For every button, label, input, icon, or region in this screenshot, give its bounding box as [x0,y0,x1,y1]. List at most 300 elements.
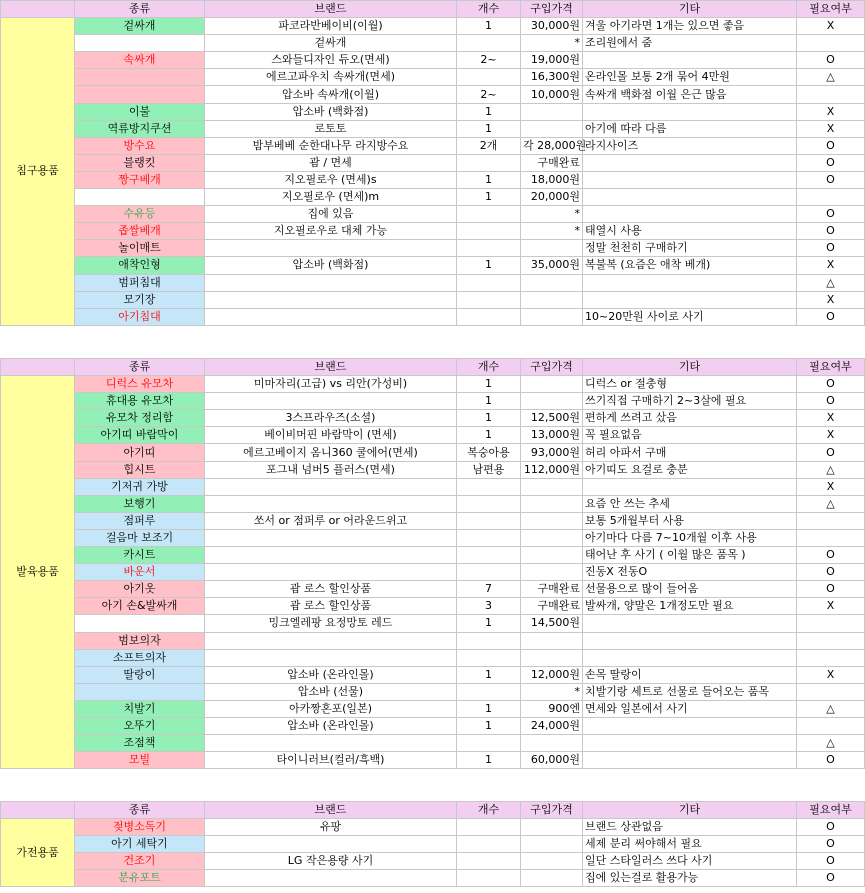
count-cell[interactable] [457,735,521,752]
count-cell[interactable]: 2개 [457,137,521,154]
count-cell[interactable]: 1 [457,189,521,206]
type-cell[interactable]: 방수요 [75,137,205,154]
header-type[interactable]: 종류 [75,359,205,376]
price-cell[interactable] [521,393,583,410]
other-cell[interactable]: 보통 5개월부터 사용 [583,512,797,529]
brand-cell[interactable]: 압소바 (백화점) [205,257,457,274]
header-price[interactable]: 구입가격 [521,1,583,18]
count-cell[interactable]: 1 [457,717,521,734]
type-cell[interactable] [75,189,205,206]
brand-cell[interactable] [205,632,457,649]
header-brand[interactable]: 브랜드 [205,1,457,18]
price-cell[interactable] [521,819,583,836]
other-cell[interactable] [583,274,797,291]
type-cell[interactable] [75,86,205,103]
need-cell[interactable]: △ [797,735,865,752]
other-cell[interactable]: 요즘 안 쓰는 추세 [583,495,797,512]
need-cell[interactable] [797,86,865,103]
need-cell[interactable]: X [797,478,865,495]
category-cell[interactable]: 침구용품 [1,18,75,326]
other-cell[interactable] [583,171,797,188]
count-cell[interactable]: 1 [457,666,521,683]
other-cell[interactable]: 집에 있는걸로 활용가능 [583,870,797,887]
need-cell[interactable]: X [797,427,865,444]
type-cell[interactable]: 모빌 [75,752,205,769]
other-cell[interactable] [583,189,797,206]
type-cell[interactable] [75,615,205,632]
need-cell[interactable]: O [797,547,865,564]
brand-cell[interactable]: 파코라반베이비(이월) [205,18,457,35]
count-cell[interactable] [457,291,521,308]
price-cell[interactable]: * [521,223,583,240]
other-cell[interactable] [583,632,797,649]
price-cell[interactable] [521,495,583,512]
price-cell[interactable]: 112,000원 [521,461,583,478]
brand-cell[interactable]: 에르고파우치 속싸개(면세) [205,69,457,86]
brand-cell[interactable]: LG 작은용량 사기 [205,853,457,870]
type-cell[interactable]: 좁쌀베개 [75,223,205,240]
other-cell[interactable]: 편하게 쓰려고 샀음 [583,410,797,427]
need-cell[interactable]: O [797,308,865,325]
brand-cell[interactable]: 에르고베이지 옴니360 쿨에어(면세) [205,444,457,461]
price-cell[interactable]: 구매완료 [521,154,583,171]
type-cell[interactable]: 겉싸개 [75,18,205,35]
other-cell[interactable]: 태열시 사용 [583,223,797,240]
category-cell[interactable]: 발육용품 [1,376,75,769]
type-cell[interactable]: 속싸개 [75,52,205,69]
price-cell[interactable] [521,103,583,120]
count-cell[interactable]: 복숭아용 [457,444,521,461]
brand-cell[interactable]: 미마자리(고급) vs 리안(가성비) [205,376,457,393]
table-row [1,137,865,154]
price-cell[interactable] [521,853,583,870]
count-cell[interactable] [457,495,521,512]
brand-cell[interactable]: 지오필로우 (면세)s [205,171,457,188]
brand-cell[interactable]: 겉싸개 [205,35,457,52]
need-cell[interactable] [797,512,865,529]
brand-cell[interactable] [205,274,457,291]
price-cell[interactable] [521,120,583,137]
brand-cell[interactable]: 집에 있음 [205,206,457,223]
need-cell[interactable] [797,632,865,649]
type-cell[interactable]: 분유포트 [75,870,205,887]
need-cell[interactable]: O [797,393,865,410]
count-cell[interactable] [457,478,521,495]
need-cell[interactable] [797,615,865,632]
type-cell[interactable]: 아기띠 바람막이 [75,427,205,444]
type-cell[interactable] [75,35,205,52]
price-cell[interactable] [521,512,583,529]
count-cell[interactable] [457,223,521,240]
need-cell[interactable]: △ [797,274,865,291]
price-cell[interactable]: 60,000원 [521,752,583,769]
price-cell[interactable]: * [521,206,583,223]
count-cell[interactable]: 1 [457,427,521,444]
brand-cell[interactable]: 지오필로우 (면세)m [205,189,457,206]
price-cell[interactable]: 구매완료 [521,581,583,598]
price-cell[interactable] [521,649,583,666]
brand-cell[interactable]: 쏘서 or 점퍼루 or 어라운드위고 [205,512,457,529]
price-cell[interactable] [521,632,583,649]
other-cell[interactable] [583,291,797,308]
price-cell[interactable] [521,308,583,325]
brand-cell[interactable]: 유팡 [205,819,457,836]
price-cell[interactable]: 12,500원 [521,410,583,427]
type-cell[interactable]: 아기 세탁기 [75,836,205,853]
other-cell[interactable] [583,615,797,632]
header-need[interactable]: 필요여부 [797,802,865,819]
need-cell[interactable]: O [797,376,865,393]
price-cell[interactable] [521,529,583,546]
type-cell[interactable]: 조점책 [75,735,205,752]
count-cell[interactable] [457,308,521,325]
need-cell[interactable]: O [797,752,865,769]
need-cell[interactable]: X [797,257,865,274]
other-cell[interactable]: 디럭스 or 절충형 [583,376,797,393]
need-cell[interactable]: O [797,171,865,188]
count-cell[interactable]: 2~ [457,86,521,103]
other-cell[interactable]: 선물용으로 많이 들어옴 [583,581,797,598]
count-cell[interactable]: 1 [457,376,521,393]
type-cell[interactable] [75,69,205,86]
count-cell[interactable] [457,154,521,171]
type-cell[interactable]: 딸랑이 [75,666,205,683]
price-cell[interactable] [521,291,583,308]
other-cell[interactable] [583,52,797,69]
price-cell[interactable] [521,376,583,393]
header-count[interactable]: 개수 [457,802,521,819]
type-cell[interactable]: 모기장 [75,291,205,308]
other-cell[interactable]: 진동X 전동O [583,564,797,581]
price-cell[interactable]: 900엔 [521,700,583,717]
count-cell[interactable] [457,683,521,700]
price-cell[interactable] [521,547,583,564]
need-cell[interactable]: O [797,870,865,887]
type-cell[interactable]: 아기침대 [75,308,205,325]
type-cell[interactable]: 걸음마 보조기 [75,529,205,546]
other-cell[interactable]: 복불복 (요즘은 애착 베개) [583,257,797,274]
type-cell[interactable]: 범퍼침대 [75,274,205,291]
type-cell[interactable] [75,683,205,700]
brand-cell[interactable]: 스와들디자인 듀오(면세) [205,52,457,69]
count-cell[interactable]: 남편용 [457,461,521,478]
header-price[interactable]: 구입가격 [521,802,583,819]
count-cell[interactable] [457,870,521,887]
count-cell[interactable]: 1 [457,120,521,137]
brand-cell[interactable] [205,836,457,853]
section-table [0,358,865,769]
count-cell[interactable]: 7 [457,581,521,598]
header-count[interactable]: 개수 [457,1,521,18]
other-cell[interactable]: 온라인몰 보통 2개 묶어 4만원 [583,69,797,86]
count-cell[interactable] [457,35,521,52]
need-cell[interactable] [797,529,865,546]
other-cell[interactable] [583,103,797,120]
price-cell[interactable] [521,870,583,887]
price-cell[interactable]: 14,500원 [521,615,583,632]
need-cell[interactable]: O [797,581,865,598]
type-cell[interactable]: 아기 손&발싸개 [75,598,205,615]
table-row [1,632,865,649]
header-other[interactable]: 기타 [583,1,797,18]
need-cell[interactable]: X [797,18,865,35]
other-cell[interactable] [583,206,797,223]
brand-cell[interactable]: 괌 로스 할인상품 [205,581,457,598]
price-cell[interactable]: 35,000원 [521,257,583,274]
brand-cell[interactable]: 베이비머핀 바람막이 (면세) [205,427,457,444]
count-cell[interactable] [457,240,521,257]
other-cell[interactable]: 아기띠도 요걸로 충분 [583,461,797,478]
type-cell[interactable]: 아기옷 [75,581,205,598]
count-cell[interactable] [457,206,521,223]
brand-cell[interactable] [205,547,457,564]
brand-cell[interactable]: 압소바 (백화점) [205,103,457,120]
count-cell[interactable]: 1 [457,18,521,35]
count-cell[interactable] [457,853,521,870]
other-cell[interactable]: 10~20만원 사이로 사기 [583,308,797,325]
price-cell[interactable] [521,836,583,853]
need-cell[interactable]: △ [797,700,865,717]
other-cell[interactable] [583,649,797,666]
other-cell[interactable]: 겨울 아기라면 1개는 있으면 좋음 [583,18,797,35]
other-cell[interactable]: 브랜드 상관없음 [583,819,797,836]
need-cell[interactable]: O [797,444,865,461]
price-cell[interactable]: * [521,683,583,700]
count-cell[interactable] [457,547,521,564]
other-cell[interactable]: 쓰기직접 구매하기 2~3살에 필요 [583,393,797,410]
type-cell[interactable]: 젖병소독기 [75,819,205,836]
price-cell[interactable]: 13,000원 [521,427,583,444]
header-need[interactable]: 필요여부 [797,1,865,18]
table-row [1,666,865,683]
count-cell[interactable]: 1 [457,752,521,769]
count-cell[interactable]: 1 [457,393,521,410]
other-cell[interactable]: 허리 아파서 구매 [583,444,797,461]
count-cell[interactable] [457,564,521,581]
need-cell[interactable]: X [797,103,865,120]
brand-cell[interactable] [205,240,457,257]
type-cell[interactable]: 오뚜기 [75,717,205,734]
count-cell[interactable]: 2~ [457,52,521,69]
count-cell[interactable]: 1 [457,103,521,120]
brand-cell[interactable] [205,529,457,546]
brand-cell[interactable] [205,649,457,666]
price-cell[interactable]: 93,000원 [521,444,583,461]
brand-cell[interactable]: 압소바 속싸개(이월) [205,86,457,103]
table-row [1,103,865,120]
type-cell[interactable]: 이불 [75,103,205,120]
price-cell[interactable]: 각 28,000원 [521,137,583,154]
other-cell[interactable]: 정말 천천히 구매하기 [583,240,797,257]
need-cell[interactable]: X [797,120,865,137]
type-cell[interactable]: 애착인형 [75,257,205,274]
need-cell[interactable]: △ [797,461,865,478]
need-cell[interactable]: O [797,154,865,171]
type-cell[interactable]: 아기띠 [75,444,205,461]
count-cell[interactable]: 3 [457,598,521,615]
other-cell[interactable]: 조리원에서 줌 [583,35,797,52]
need-cell[interactable] [797,35,865,52]
brand-cell[interactable]: 타이니러브(컬러/흑백) [205,752,457,769]
count-cell[interactable]: 1 [457,700,521,717]
price-cell[interactable]: 20,000원 [521,189,583,206]
need-cell[interactable] [797,649,865,666]
type-cell[interactable]: 디럭스 유모차 [75,376,205,393]
header-need[interactable]: 필요여부 [797,359,865,376]
other-cell[interactable]: 라지사이즈 [583,137,797,154]
brand-cell[interactable]: 압소바 (온라인몰) [205,666,457,683]
need-cell[interactable]: O [797,206,865,223]
price-cell[interactable] [521,478,583,495]
other-cell[interactable]: 일단 스타일러스 쓰다 사기 [583,853,797,870]
type-cell[interactable]: 점퍼루 [75,512,205,529]
count-cell[interactable] [457,512,521,529]
need-cell[interactable]: O [797,836,865,853]
price-cell[interactable] [521,735,583,752]
count-cell[interactable] [457,819,521,836]
other-cell[interactable]: 속싸개 백화점 이월 은근 많음 [583,86,797,103]
price-cell[interactable]: 19,000원 [521,52,583,69]
need-cell[interactable]: X [797,291,865,308]
other-cell[interactable]: 세제 분리 써야해서 필요 [583,836,797,853]
price-cell[interactable] [521,240,583,257]
other-cell[interactable]: 꼭 필요없음 [583,427,797,444]
type-cell[interactable]: 카시트 [75,547,205,564]
brand-cell[interactable]: 포그내 넘버5 플러스(면세) [205,461,457,478]
other-cell[interactable] [583,478,797,495]
need-cell[interactable]: O [797,853,865,870]
type-cell[interactable]: 기저귀 가방 [75,478,205,495]
need-cell[interactable]: △ [797,495,865,512]
table-row [1,683,865,700]
brand-cell[interactable] [205,495,457,512]
type-cell[interactable]: 보행기 [75,495,205,512]
price-cell[interactable]: * [521,35,583,52]
price-cell[interactable]: 24,000원 [521,717,583,734]
brand-cell[interactable]: 밍크엘레팡 요정망토 레드 [205,615,457,632]
brand-cell[interactable]: 아카짱혼포(일본) [205,700,457,717]
brand-cell[interactable]: 괌 로스 할인상품 [205,598,457,615]
other-cell[interactable]: 발싸개, 양말은 1개정도만 필요 [583,598,797,615]
header-blank-cell[interactable] [1,802,75,819]
header-type[interactable]: 종류 [75,1,205,18]
price-cell[interactable]: 18,000원 [521,171,583,188]
brand-cell[interactable] [205,735,457,752]
need-cell[interactable]: O [797,240,865,257]
brand-cell[interactable]: 압소바 (온라인몰) [205,717,457,734]
brand-cell[interactable]: 밤부베베 순한대나무 라지방수요 [205,137,457,154]
price-cell[interactable]: 10,000원 [521,86,583,103]
other-cell[interactable]: 손목 딸랑이 [583,666,797,683]
type-cell[interactable]: 놀이매트 [75,240,205,257]
other-cell[interactable] [583,752,797,769]
other-cell[interactable]: 면세와 일본에서 사기 [583,700,797,717]
price-cell[interactable]: 16,300원 [521,69,583,86]
header-price[interactable]: 구입가격 [521,359,583,376]
need-cell[interactable]: O [797,52,865,69]
other-cell[interactable]: 치발기랑 세트로 선물로 들어오는 품목 [583,683,797,700]
count-cell[interactable]: 1 [457,410,521,427]
count-cell[interactable]: 1 [457,171,521,188]
type-cell[interactable]: 유모차 정리함 [75,410,205,427]
type-cell[interactable]: 건조기 [75,853,205,870]
header-blank-cell[interactable] [1,359,75,376]
need-cell[interactable]: △ [797,69,865,86]
brand-cell[interactable] [205,564,457,581]
header-brand[interactable]: 브랜드 [205,802,457,819]
price-cell[interactable] [521,564,583,581]
count-cell[interactable] [457,836,521,853]
price-cell[interactable]: 12,000원 [521,666,583,683]
count-cell[interactable] [457,649,521,666]
other-cell[interactable]: 아기마다 다름 7~10개월 이후 사용 [583,529,797,546]
brand-cell[interactable] [205,478,457,495]
brand-cell[interactable] [205,291,457,308]
need-cell[interactable] [797,189,865,206]
brand-cell[interactable]: 괌 / 면세 [205,154,457,171]
count-cell[interactable]: 1 [457,257,521,274]
price-cell[interactable] [521,274,583,291]
type-cell[interactable]: 짱구베개 [75,171,205,188]
price-cell[interactable]: 30,000원 [521,18,583,35]
header-count[interactable]: 개수 [457,359,521,376]
type-cell[interactable]: 바운서 [75,564,205,581]
type-cell[interactable]: 휴대용 유모차 [75,393,205,410]
need-cell[interactable] [797,683,865,700]
other-cell[interactable]: 아기에 따라 다름 [583,120,797,137]
category-cell[interactable]: 가전용품 [1,819,75,887]
need-cell[interactable] [797,717,865,734]
header-brand[interactable]: 브랜드 [205,359,457,376]
need-cell[interactable]: O [797,564,865,581]
count-cell[interactable]: 1 [457,615,521,632]
header-other[interactable]: 기타 [583,359,797,376]
need-cell[interactable]: X [797,666,865,683]
type-cell[interactable]: 힙시트 [75,461,205,478]
brand-cell[interactable]: 지오필로우로 대체 가능 [205,223,457,240]
brand-cell[interactable]: 로토토 [205,120,457,137]
other-cell[interactable] [583,154,797,171]
count-cell[interactable] [457,529,521,546]
need-cell[interactable]: O [797,223,865,240]
brand-cell[interactable] [205,393,457,410]
type-cell[interactable]: 블랭킷 [75,154,205,171]
brand-cell[interactable]: 압소바 (선물) [205,683,457,700]
type-cell[interactable]: 범보의자 [75,632,205,649]
need-cell[interactable]: X [797,410,865,427]
header-blank-cell[interactable] [1,1,75,18]
need-cell[interactable]: O [797,137,865,154]
other-cell[interactable]: 태어난 후 사기 ( 이월 많은 품목 ) [583,547,797,564]
need-cell[interactable]: O [797,819,865,836]
header-other[interactable]: 기타 [583,802,797,819]
type-cell[interactable]: 치발기 [75,700,205,717]
other-cell[interactable] [583,735,797,752]
type-cell[interactable]: 수유등 [75,206,205,223]
header-type[interactable]: 종류 [75,802,205,819]
count-cell[interactable] [457,274,521,291]
type-cell[interactable]: 역류방지쿠션 [75,120,205,137]
brand-cell[interactable]: 3스프라우즈(소셜) [205,410,457,427]
other-cell[interactable] [583,717,797,734]
count-cell[interactable] [457,69,521,86]
price-cell[interactable]: 구매완료 [521,598,583,615]
brand-cell[interactable] [205,870,457,887]
count-cell[interactable] [457,632,521,649]
type-cell[interactable]: 소프트의자 [75,649,205,666]
need-cell[interactable]: X [797,598,865,615]
brand-cell[interactable] [205,308,457,325]
